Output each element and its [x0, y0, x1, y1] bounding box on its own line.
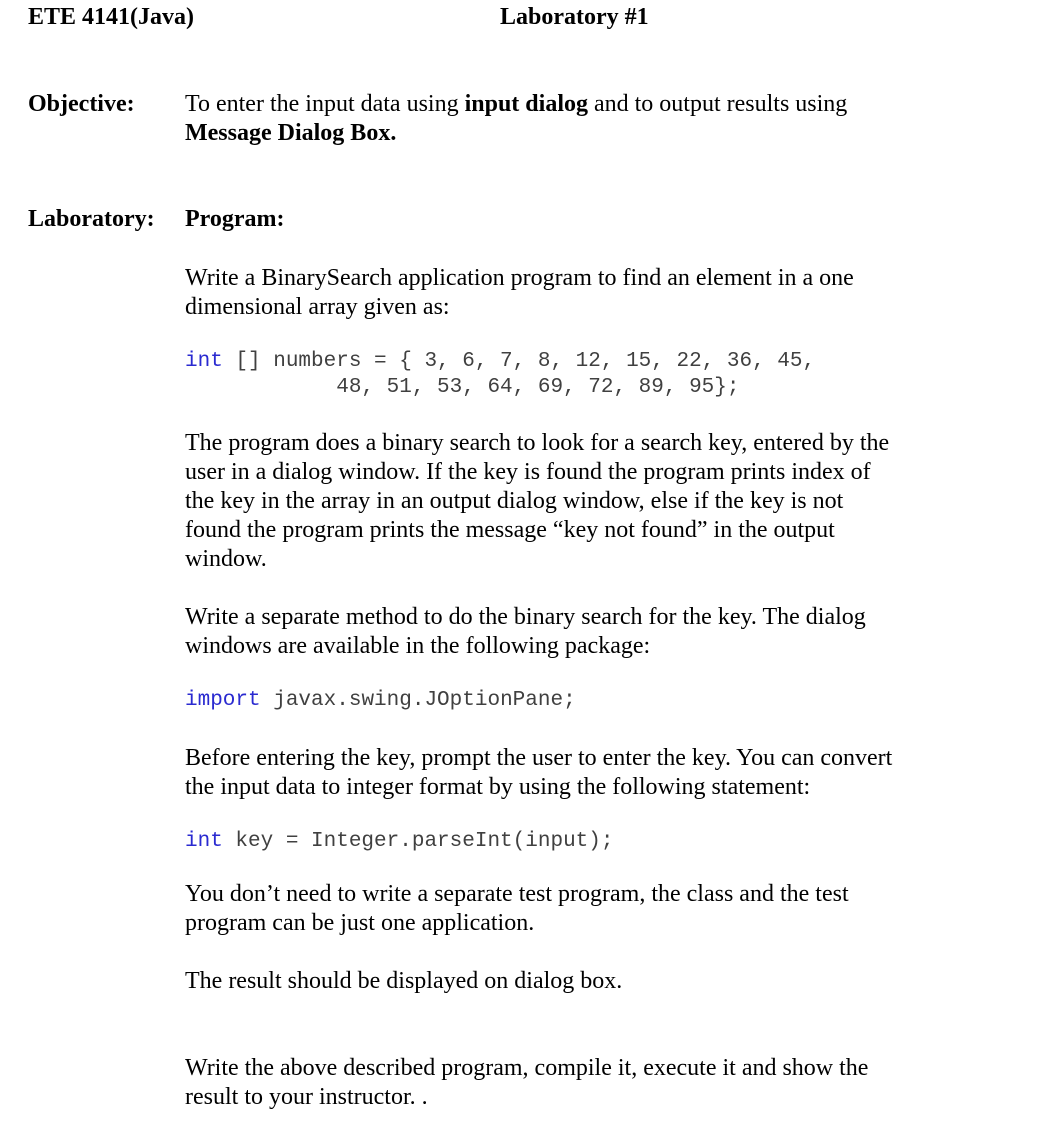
paragraph-line: The program does a binary search to look for a search key, entered by the [185, 430, 890, 456]
code-array-declaration [185, 349, 815, 401]
paragraph-line: the input data to integer format by using the following statement: [185, 774, 811, 800]
paragraph-line: Before entering the key, prompt the user to enter the key. You can convert [185, 745, 893, 771]
laboratory-label: Laboratory: [28, 206, 155, 232]
paragraph-line: Write the above described program, compile it, execute it and show the [185, 1055, 869, 1081]
code-text: 48, 51, 53, 64, 69, 72, 89, 95}; [185, 376, 740, 399]
objective-message-dialog: Message Dialog Box. [185, 120, 397, 146]
objective-text-start: To enter the input data using [185, 91, 465, 117]
paragraph-line: result to your instructor. . [185, 1084, 428, 1110]
code-parse-statement [185, 829, 613, 855]
program-heading: Program: [185, 206, 285, 232]
code-keyword: int [185, 350, 223, 373]
course-title: ETE 4141(Java) [28, 4, 195, 30]
lab-title: Laboratory #1 [500, 4, 649, 30]
paragraph-description [185, 429, 985, 574]
paragraph-line: the key in the array in an output dialog window, else if the key is not [185, 488, 844, 514]
code-text: key = Integer.parseInt(input); [222, 830, 614, 853]
code-text: javax.swing.JOptionPane; [260, 689, 576, 712]
paragraph-line: found the program prints the message “key not found” in the output [185, 517, 835, 543]
objective-text-middle: and to output results using [587, 91, 848, 117]
paragraph-result [185, 967, 985, 996]
paragraph-line: Write a BinarySearch application program to find an element in a one [185, 265, 854, 291]
paragraph-line: You don’t need to write a separate test program, the class and the test [185, 881, 849, 907]
paragraph-line: dimensional array given as: [185, 294, 450, 320]
paragraph-line: user in a dialog window. If the key is found the program prints index of [185, 459, 871, 485]
paragraph-prompt [185, 744, 985, 802]
paragraph-line: windows are available in the following package: [185, 633, 651, 659]
code-keyword: import [185, 689, 261, 712]
objective-input-dialog: input dialog [464, 91, 588, 117]
paragraph-line: program can be just one application. [185, 910, 535, 936]
paragraph-line: window. [185, 546, 267, 572]
paragraph-task [185, 264, 985, 322]
paragraph-line: Write a separate method to do the binary search for the key. The dialog [185, 604, 866, 630]
code-keyword: int [185, 830, 223, 853]
paragraph-test-program [185, 880, 985, 938]
paragraph-method [185, 603, 985, 661]
code-text: [] numbers = { 3, 6, 7, 8, 12, 15, 22, 36, 45, [222, 350, 816, 373]
code-import-statement [185, 688, 576, 714]
objective-text [185, 90, 985, 148]
paragraph-line: The result should be displayed on dialog box. [185, 968, 623, 994]
paragraph-instructions [185, 1054, 985, 1112]
objective-label: Objective: [28, 91, 135, 117]
